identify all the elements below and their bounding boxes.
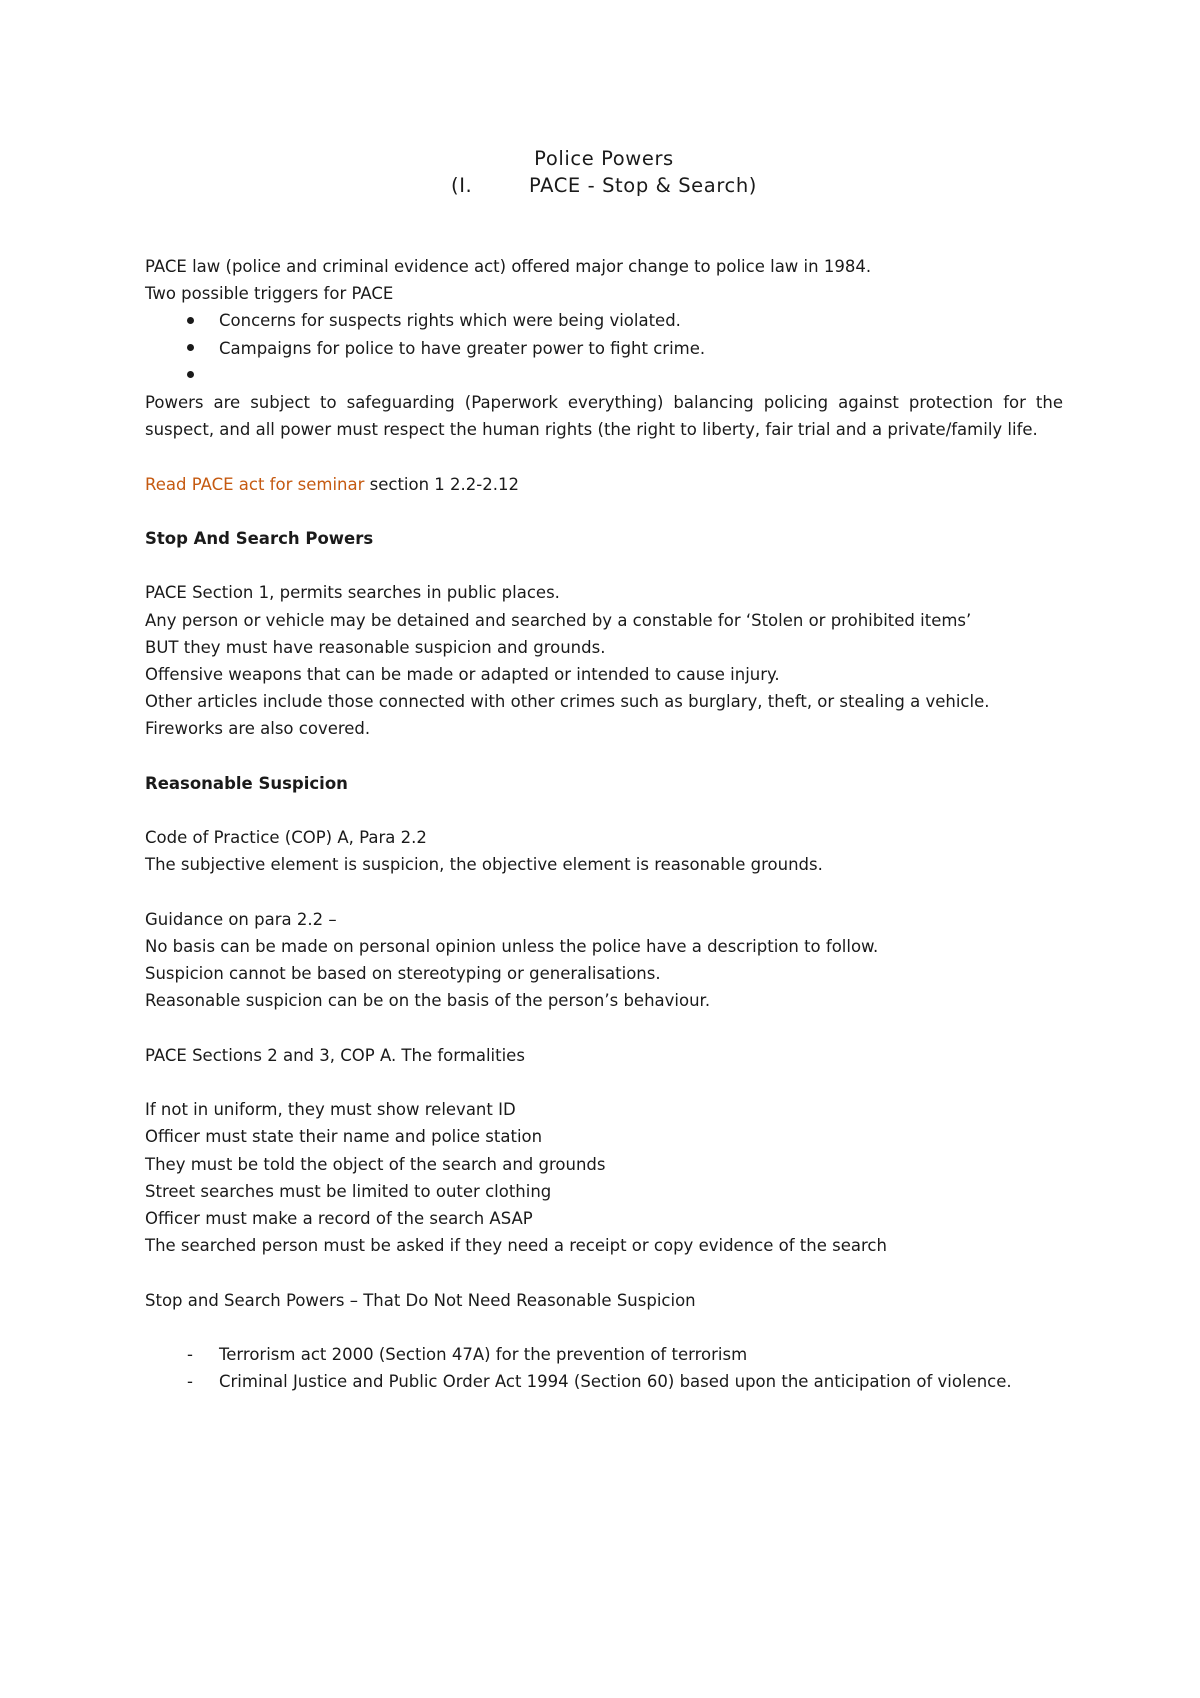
list-item: Campaigns for police to have greater power to fight crime. (145, 335, 1063, 362)
reading-highlight: Read PACE act for seminar (145, 474, 365, 494)
formality-line: Street searches must be limited to outer clothing (145, 1181, 552, 1201)
list-item: - Criminal Justice and Public Order Act 1994 (Section 60) based upon the anticipation of violence. (145, 1368, 1063, 1395)
safeguarding-paragraph: Powers are subject to safeguarding (Paperwork everything) balancing policing against protection for the suspect, and all power must respect the human rights (the right to liberty, fair trial and a private/family life. (145, 393, 1063, 440)
stop-search-line: PACE Section 1, permits searches in public places. (145, 583, 560, 603)
formality-line: If not in uniform, they must show relevant ID (145, 1100, 516, 1120)
stop-search-line: Other articles include those connected with other crimes such as burglary, theft, or stealing a vehicle. (145, 692, 990, 712)
cop-line: The subjective element is suspicion, the objective element is reasonable grounds. (145, 855, 823, 875)
stop-search-heading: Stop And Search Powers (145, 529, 374, 548)
no-suspicion-list (145, 1341, 1063, 1395)
guidance-line: Reasonable suspicion can be on the basis of the person’s behaviour. (145, 991, 711, 1011)
intro-line-2: Two possible triggers for PACE (145, 284, 394, 304)
reading-section: section 1 2.2-2.12 (364, 474, 519, 494)
stop-search-line: Fireworks are also covered. (145, 719, 371, 739)
formalities-heading: PACE Sections 2 and 3, COP A. The formalities (145, 1045, 525, 1065)
list-item: - Terrorism act 2000 (Section 47A) for the prevention of terrorism (145, 1341, 1063, 1368)
list-item: Concerns for suspects rights which were being violated. (145, 307, 1063, 334)
reading-note (145, 471, 1063, 498)
stop-search-line: Any person or vehicle may be detained and searched by a constable for ‘Stolen or prohibited items’ (145, 610, 972, 630)
document-body (145, 145, 1063, 1395)
guidance-line: No basis can be made on personal opinion unless the police have a description to follow. (145, 936, 879, 956)
stop-search-line: Offensive weapons that can be made or adapted or intended to cause injury. (145, 665, 780, 684)
formality-line: The searched person must be asked if they need a receipt or copy evidence of the search (145, 1236, 887, 1256)
dash-marker: - (187, 1372, 193, 1392)
formality-line: Officer must make a record of the search ASAP (145, 1208, 533, 1228)
trigger-list (145, 307, 1063, 389)
subtitle-text: PACE - Stop & Search) (528, 174, 757, 197)
cop-line: Code of Practice (COP) A, Para 2.2 (145, 828, 427, 848)
bullet-icon (187, 335, 194, 362)
no-suspicion-heading: Stop and Search Powers – That Do Not Need Reasonable Suspicion (145, 1290, 696, 1310)
dash-marker: - (187, 1344, 193, 1364)
formality-line: They must be told the object of the search and grounds (145, 1154, 606, 1174)
subtitle-number: (I. (450, 174, 473, 197)
intro-line-1: PACE law (police and criminal evidence act) offered major change to police law in 1984. (145, 257, 872, 276)
bullet-icon (187, 307, 194, 334)
stop-search-line: BUT they must have reasonable suspicion and grounds. (145, 637, 606, 657)
document-subtitle (145, 172, 1063, 199)
guidance-line: Suspicion cannot be based on stereotyping or generalisations. (145, 964, 661, 984)
formality-line: Officer must state their name and police station (145, 1127, 543, 1147)
document-title: Police Powers (534, 147, 674, 170)
reasonable-suspicion-heading: Reasonable Suspicion (145, 773, 348, 793)
guidance-line: Guidance on para 2.2 – (145, 909, 337, 929)
list-item (145, 362, 1063, 389)
bullet-icon (187, 362, 194, 389)
